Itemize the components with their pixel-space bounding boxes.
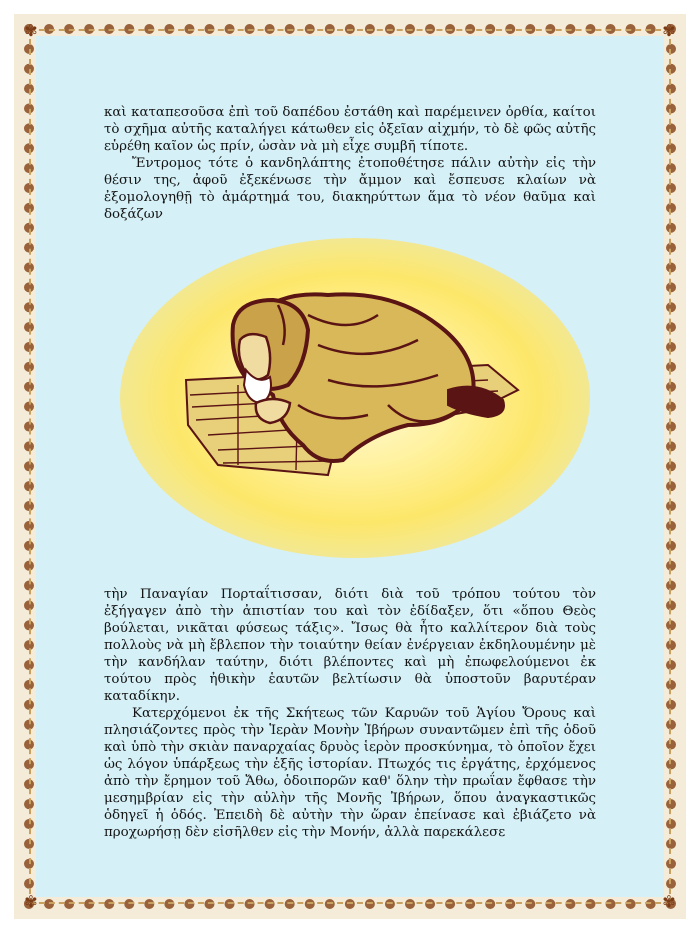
corner-ornament-icon: ✾ [24,21,38,40]
corner-ornament-icon: ✾ [24,892,38,911]
corner-ornament-icon: ✾ [662,892,676,911]
paragraph: καὶ καταπεσοῦσα ἐπὶ τοῦ δαπέδου ἐστάθη καὶ παρέμεινεν ὀρθία, καίτοι τὸ σχῆμα αὐτῆς καταλήγει κάτωθεν εἰς ὀξεῖαν αἰχμήν, τὸ δὲ φῶς αὐτῆς εὑρέθη καῖον ὡς πρίν, ὡσὰν νὰ μὴ εἶχε συμβῆ τίποτε. [104,105,596,154]
top-text-block [104,104,596,223]
paragraph: τὴν Παναγίαν Πορταΐτισσαν, διότι διὰ τοῦ τρόπου τούτου τὸν ἐξήγαγεν ἀπὸ τὴν ἀπιστίαν του καὶ τὸν ἐδίδαξεν, ὅτι «ὅπου Θεὸς βούλεται, νικᾶται φύσεως τάξις». Ἴσως θὰ ἦτο καλλίτερον διὰ τοὺς πολλοὺς νὰ μὴ ἔβλεπον τὴν τοιαύτην θείαν ἐνέργειαν ἐκδηλουμένην μὲ τὴν κανδήλαν ταύτην, διότι βλέποντες καὶ μὴ ἐπωφελούμενοι ἐκ τούτου πρὸς ἠθικὴν ἑαυτῶν βελτίωσιν θὰ ὑποστοῦν βαρυτέραν καταδίκην. [104,587,596,704]
corner-ornament-icon: ✾ [662,21,676,40]
paragraph: Ἔντρομος τότε ὁ κανδηλάπτης ἐτοποθέτησε πάλιν αὐτὴν εἰς τὴν θέσιν της, ἀφοῦ ἐξεκένωσε τὴν ἄμμον καὶ ἔσπευσε κλαίων νὰ ἐξομολογηθῇ τὸ ἁμάρτημά του, διακηρύττων ἅμα τὸ νέον θαῦμα καὶ δοξάζων [104,156,596,222]
kneeling-monk-woodcut-icon [178,285,523,480]
paragraph: Κατερχόμενοι ἐκ τῆς Σκήτεως τῶν Καρυῶν τοῦ Ἁγίου Ὄρους καὶ πλησιάζοντες πρὸς τὴν Ἱερὰν Μονὴν Ἰβήρων συναντῶμεν ἐπὶ τῆς ὁδοῦ καὶ ὑπὸ τὴν σκιὰν παναρχαίας δρυὸς ἱερὸν προσκύνημα, τὸ ὁποῖον ἔχει ὡς λόγον ὑπάρξεως τὴν ἑξῆς ἱστορίαν. Πτωχός τις ἐργάτης, ἐρχόμενος ἀπὸ τὴν ἔρημον τοῦ Ἄθω, ὁδοιπορῶν καθ' ὅλην τὴν πρωΐαν ἔφθασε τὴν μεσημβρίαν εἰς τὴν αὐλὴν τῆς Μονῆς Ἰβήρων, ὅπου ἀναγκαστικῶς ὁδηγεῖ ἡ ὁδός. Ἐπειδὴ δὲ αὐτὴν τὴν ὥραν ἐπείνασε καὶ ἐβιάζετο νὰ προχωρήσῃ δὲν εἰσῆλθεν εἰς τὴν Μονήν, ἀλλὰ παρεκάλεσε [104,706,596,840]
bottom-text-block [104,586,596,841]
